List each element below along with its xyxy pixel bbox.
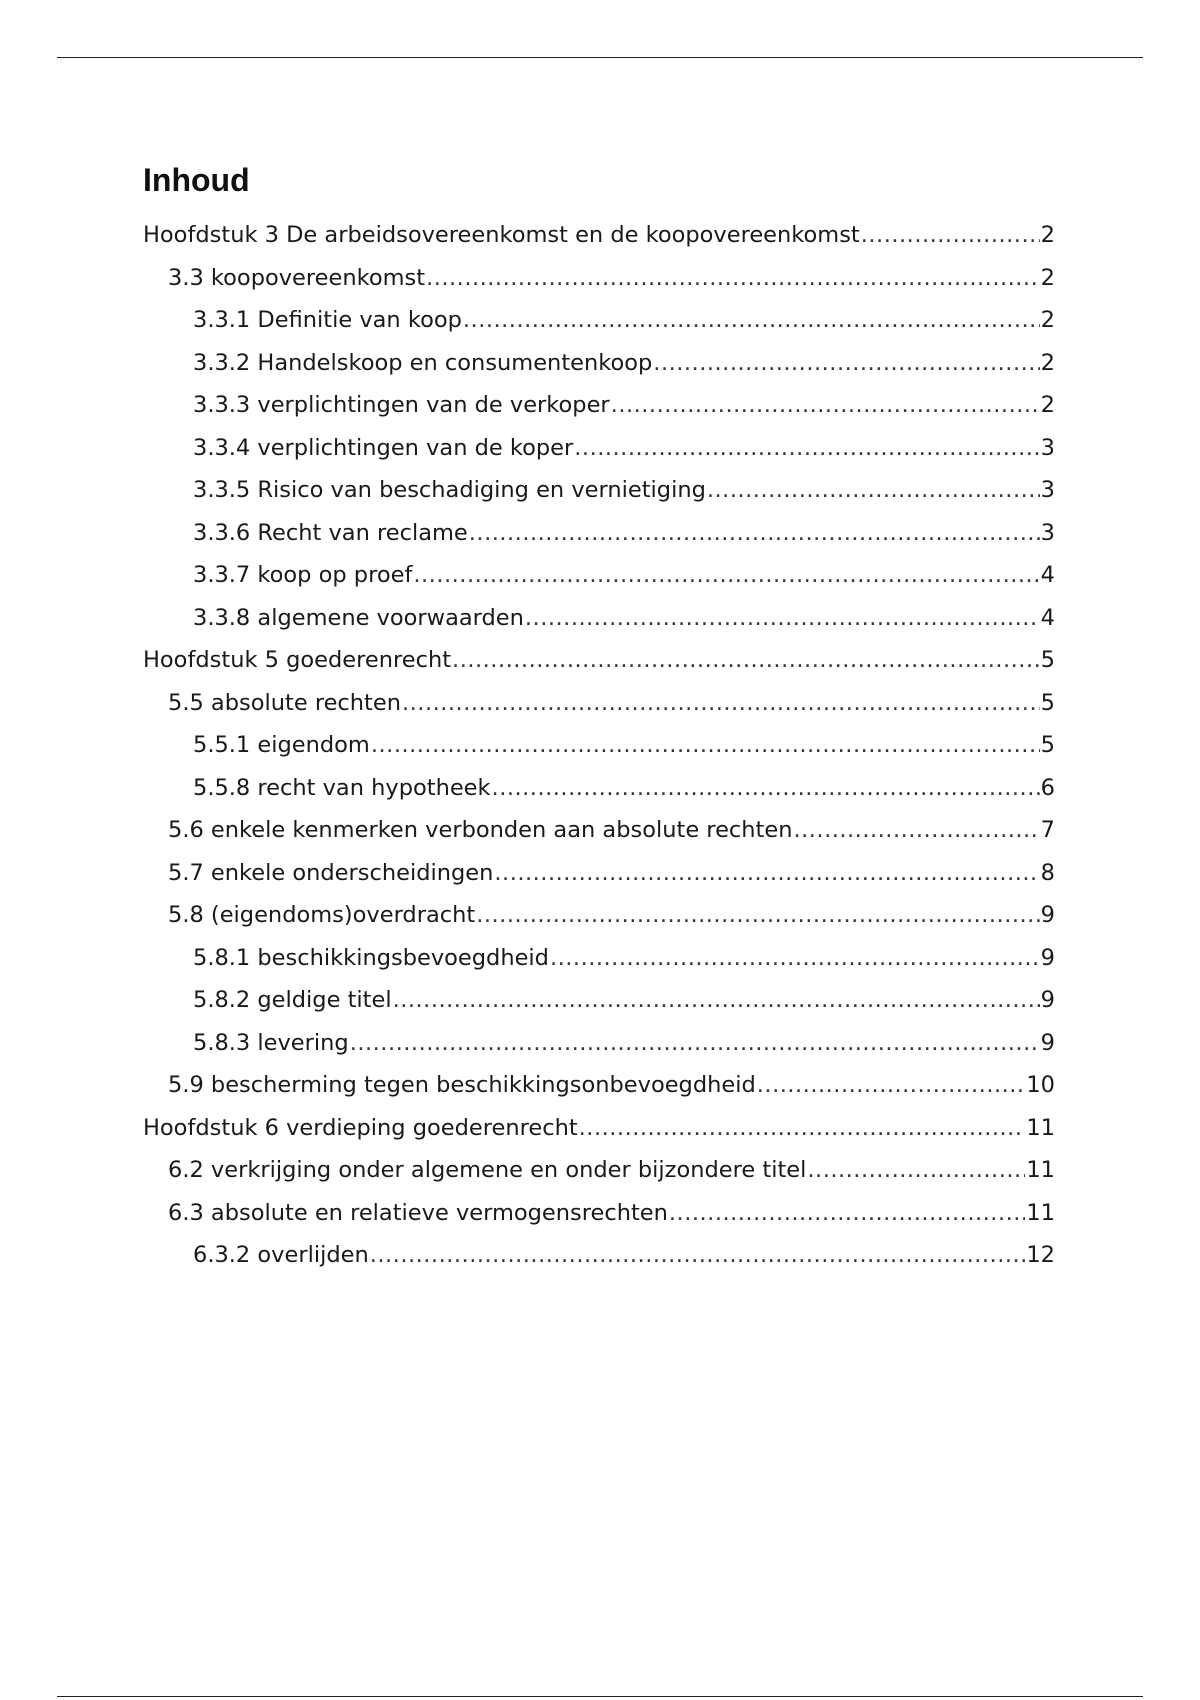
dot-leader xyxy=(861,218,1040,253)
toc-entry-page-number: 2 xyxy=(1040,392,1055,418)
toc-entry-label: 3.3.2 Handelskoop en consumentenkoop xyxy=(193,349,653,376)
dot-leader xyxy=(611,388,1040,423)
toc-entry-label: 5.9 bescherming tegen beschikkingsonbevoegdheid xyxy=(168,1072,756,1098)
table-of-contents xyxy=(143,218,1055,1281)
toc-entry-label: 3.3 koopovereenkomst xyxy=(168,264,426,291)
toc-entry[interactable] xyxy=(143,643,1055,686)
dot-leader xyxy=(469,516,1040,551)
toc-entry-page-number: 3 xyxy=(1040,434,1055,461)
toc-entry[interactable] xyxy=(143,261,1055,304)
toc-entry-label: 3.3.5 Risico van beschadiging en vernietiging xyxy=(193,477,706,503)
toc-entry-page-number: 4 xyxy=(1040,604,1055,631)
dot-leader xyxy=(669,1196,1025,1231)
toc-entry-page-number: 9 xyxy=(1040,944,1055,971)
toc-entry-page-number: 2 xyxy=(1040,349,1055,376)
toc-entry-page-number: 11 xyxy=(1026,1114,1055,1141)
toc-entry-page-number: 5 xyxy=(1040,647,1055,673)
toc-entry-label: 6.2 verkrijging onder algemene en onder bijzondere titel xyxy=(168,1157,807,1183)
dot-leader xyxy=(793,813,1039,848)
toc-entry[interactable] xyxy=(143,728,1055,771)
toc-entry-page-number: 10 xyxy=(1026,1072,1055,1098)
dot-leader xyxy=(492,771,1040,806)
toc-entry-page-number: 2 xyxy=(1040,222,1055,248)
toc-entry[interactable] xyxy=(143,473,1055,516)
toc-entry-page-number: 9 xyxy=(1040,987,1055,1013)
toc-entry[interactable] xyxy=(143,813,1055,856)
dot-leader xyxy=(452,643,1040,678)
dot-leader xyxy=(807,1153,1025,1188)
toc-entry-label: 3.3.4 verplichtingen van de koper xyxy=(193,434,574,461)
toc-entry-page-number: 6 xyxy=(1040,774,1055,801)
toc-entry-page-number: 8 xyxy=(1040,859,1055,886)
toc-entry-page-number: 11 xyxy=(1026,1199,1055,1226)
toc-entry-label: 3.3.8 algemene voorwaarden xyxy=(193,604,524,631)
toc-entry[interactable] xyxy=(143,1196,1055,1239)
dot-leader xyxy=(350,1026,1040,1061)
dot-leader xyxy=(413,558,1039,593)
dot-leader xyxy=(757,1068,1026,1103)
footer-rule xyxy=(57,1696,1143,1697)
toc-entry-page-number: 11 xyxy=(1026,1157,1055,1183)
toc-entry-page-number: 3 xyxy=(1040,477,1055,503)
dot-leader xyxy=(653,346,1039,381)
dot-leader xyxy=(393,983,1040,1018)
toc-entry-page-number: 12 xyxy=(1026,1242,1055,1268)
toc-entry-page-number: 5 xyxy=(1040,732,1055,758)
toc-entry-label: 6.3 absolute en relatieve vermogensrechten xyxy=(168,1199,668,1226)
toc-entry[interactable] xyxy=(143,1153,1055,1196)
header-rule xyxy=(57,57,1143,58)
toc-entry-label: 5.8.3 levering xyxy=(193,1029,349,1056)
dot-leader xyxy=(707,473,1040,508)
dot-leader xyxy=(463,303,1040,338)
toc-entry[interactable] xyxy=(143,431,1055,474)
toc-entry-page-number: 2 xyxy=(1040,264,1055,291)
toc-entry-page-number: 7 xyxy=(1040,817,1055,843)
toc-entry[interactable] xyxy=(143,516,1055,559)
toc-entry[interactable] xyxy=(143,941,1055,984)
toc-entry-label: Hoofdstuk 5 goederenrecht xyxy=(143,647,452,673)
dot-leader xyxy=(402,686,1040,721)
dot-leader xyxy=(579,1111,1026,1146)
toc-heading: Inhoud xyxy=(143,162,250,198)
toc-entry[interactable] xyxy=(143,898,1055,941)
toc-entry-page-number: 2 xyxy=(1040,307,1055,333)
toc-entry-label: 5.5 absolute rechten xyxy=(168,689,401,716)
toc-entry-page-number: 4 xyxy=(1040,562,1055,588)
dot-leader xyxy=(494,856,1039,891)
toc-entry[interactable] xyxy=(143,686,1055,729)
toc-entry-page-number: 9 xyxy=(1040,902,1055,928)
toc-entry-label: 6.3.2 overlijden xyxy=(193,1242,369,1268)
toc-entry[interactable] xyxy=(143,1238,1055,1281)
toc-entry-label: 3.3.6 Recht van reclame xyxy=(193,519,468,546)
toc-entry-label: 5.8.1 beschikkingsbevoegdheid xyxy=(193,944,549,971)
toc-entry[interactable] xyxy=(143,601,1055,644)
toc-entry[interactable] xyxy=(143,1026,1055,1069)
dot-leader xyxy=(370,1238,1026,1273)
toc-entry-label: Hoofdstuk 6 verdieping goederenrecht xyxy=(143,1114,578,1141)
toc-entry-label: 3.3.3 verplichtingen van de verkoper xyxy=(193,392,610,418)
toc-entry[interactable] xyxy=(143,771,1055,814)
dot-leader xyxy=(476,898,1039,933)
toc-entry-page-number: 9 xyxy=(1040,1029,1055,1056)
toc-entry[interactable] xyxy=(143,218,1055,261)
toc-entry[interactable] xyxy=(143,303,1055,346)
toc-entry[interactable] xyxy=(143,558,1055,601)
dot-leader xyxy=(371,728,1040,763)
toc-entry[interactable] xyxy=(143,346,1055,389)
dot-leader xyxy=(574,431,1039,466)
dot-leader xyxy=(426,261,1040,296)
toc-entry[interactable] xyxy=(143,1111,1055,1154)
toc-entry-label: 5.8.2 geldige titel xyxy=(193,987,392,1013)
toc-entry-label: 3.3.1 Definitie van koop xyxy=(193,307,462,333)
toc-entry-page-number: 3 xyxy=(1040,519,1055,546)
toc-entry-label: Hoofdstuk 3 De arbeidsovereenkomst en de koopovereenkomst xyxy=(143,222,860,248)
toc-entry-label: 5.6 enkele kenmerken verbonden aan absolute rechten xyxy=(168,817,793,843)
toc-entry-label: 5.7 enkele onderscheidingen xyxy=(168,859,494,886)
toc-entry-label: 5.5.8 recht van hypotheek xyxy=(193,774,491,801)
toc-entry-label: 3.3.7 koop op proef xyxy=(193,562,413,588)
toc-entry[interactable] xyxy=(143,1068,1055,1111)
toc-entry-page-number: 5 xyxy=(1040,689,1055,716)
toc-entry[interactable] xyxy=(143,983,1055,1026)
toc-entry-label: 5.8 (eigendoms)overdracht xyxy=(168,902,476,928)
dot-leader xyxy=(550,941,1040,976)
toc-entry[interactable] xyxy=(143,856,1055,899)
dot-leader xyxy=(525,601,1040,636)
toc-entry[interactable] xyxy=(143,388,1055,431)
toc-entry-label: 5.5.1 eigendom xyxy=(193,732,370,758)
